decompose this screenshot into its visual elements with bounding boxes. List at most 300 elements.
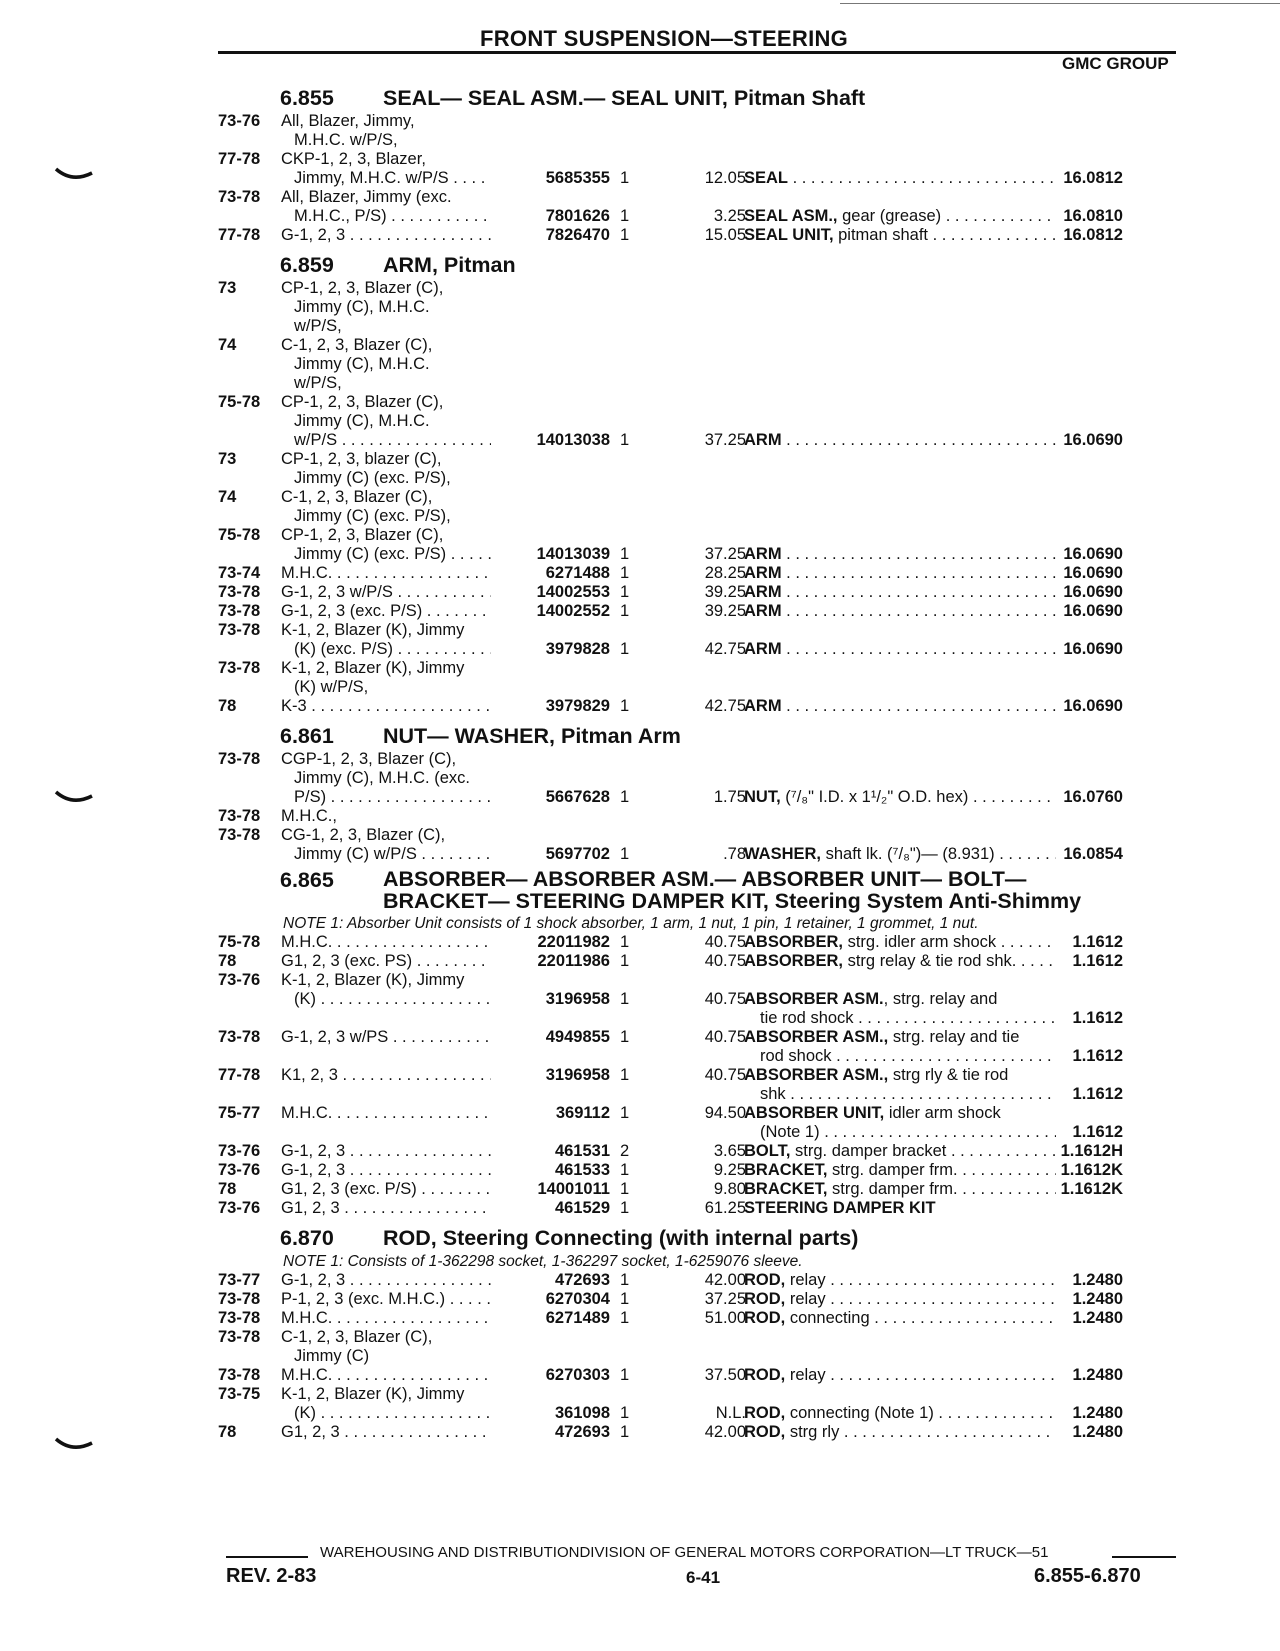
part-number: 461533 [554, 1161, 610, 1179]
application: (K) . . . [294, 1404, 491, 1423]
application: Jimmy (C) [294, 1347, 370, 1365]
part-description [744, 1199, 1056, 1218]
model-years: 73-75 [218, 1385, 261, 1403]
part-number: 6271489 [545, 1309, 610, 1327]
catalog-row [218, 469, 1178, 488]
page-title: FRONT SUSPENSION—STEERING [480, 26, 849, 51]
model-years: 78 [218, 1180, 237, 1198]
part-description: ABSORBER, strg. idler arm shock . . . [744, 933, 1056, 952]
catalog-row [218, 207, 1178, 226]
model-years: 73-78 [218, 807, 261, 825]
price: 9.80 [713, 1180, 746, 1198]
application: M.H.C., P/S) . . . [294, 207, 491, 226]
part-description [744, 564, 1056, 583]
quantity: 1 [620, 1366, 630, 1384]
group-label: GMC GROUP [1062, 54, 1169, 73]
application: Jimmy (C) (exc. P/S), [294, 469, 451, 487]
model-years: 73-78 [218, 188, 261, 206]
catalog-row [218, 431, 1178, 450]
group-code: 16.0854 [1063, 845, 1123, 863]
quantity: 1 [620, 1290, 630, 1308]
part-number: 14013039 [536, 545, 610, 563]
quantity: 1 [620, 602, 630, 620]
model-years: 73-78 [218, 1366, 261, 1384]
model-years: 78 [218, 952, 237, 970]
catalog-row [218, 971, 1178, 990]
part-name: STEERING DAMPER KIT [744, 1199, 936, 1217]
application: Jimmy (C) w/P/S . . . [294, 845, 491, 864]
model-years: 75-78 [218, 393, 261, 411]
part-number: 6271488 [545, 564, 610, 582]
part-name: ARM [744, 697, 782, 715]
application: Jimmy (C) (exc. P/S), [294, 507, 451, 525]
section-name: ABSORBER— ABSORBER ASM.— ABSORBER UNIT— BOLT— BRACKET— STEERING DAMPER KIT, Steering System Anti-Shimmy [383, 867, 1082, 913]
quantity: 1 [620, 1423, 630, 1441]
part-name: ROD, [744, 1290, 786, 1308]
price: 39.25 [704, 583, 746, 601]
application: CGP-1, 2, 3, Blazer (C), [281, 750, 457, 768]
group-code: 16.0690 [1063, 697, 1123, 715]
model-years: 73-78 [218, 826, 261, 844]
part-name: ABSORBER UNIT, [744, 1104, 885, 1122]
parts-listing [218, 78, 1178, 1442]
application: C-1, 2, 3, Blazer (C), [281, 1328, 433, 1346]
quantity: 1 [620, 1104, 630, 1122]
part-number: 6270304 [545, 1290, 610, 1308]
catalog-row [218, 131, 1178, 150]
part-description: ROD, relay . . . [744, 1366, 1056, 1385]
price: 42.00 [704, 1423, 746, 1441]
model-years: 74 [218, 488, 237, 506]
section-number: 6.859 [280, 253, 334, 277]
part-description: BRACKET, strg. damper frm. . . . [744, 1161, 1056, 1180]
part-description [744, 545, 1056, 564]
price: 51.00 [704, 1309, 746, 1327]
model-years: 73-78 [218, 659, 261, 677]
application: G1, 2, 3 . . . [281, 1423, 491, 1442]
price: 39.25 [704, 602, 746, 620]
model-years: 73-78 [218, 750, 261, 768]
catalog-row [218, 564, 1178, 583]
top-edge-rule [840, 3, 1280, 4]
price: 40.75 [704, 933, 746, 951]
catalog-row [218, 298, 1178, 317]
catalog-row [218, 1142, 1178, 1161]
price: 42.75 [704, 697, 746, 715]
application: M.H.C. . . . [281, 1366, 491, 1385]
application: Jimmy (C), M.H.C. [294, 355, 430, 373]
part-description: rod shock . . . [760, 1047, 1056, 1066]
catalog-row [218, 826, 1178, 845]
catalog-row [218, 1347, 1178, 1366]
price: 3.25 [713, 207, 746, 225]
catalog-row [218, 188, 1178, 207]
model-years: 75-77 [218, 1104, 261, 1122]
part-name: ROD, [744, 1366, 786, 1384]
part-number: 6270303 [545, 1366, 610, 1384]
model-years: 73-74 [218, 564, 261, 582]
group-code: 16.0690 [1063, 640, 1123, 658]
application: w/P/S, [294, 317, 342, 335]
application: G-1, 2, 3 w/P/S . . . [281, 583, 491, 602]
quantity: 1 [620, 583, 630, 601]
price: N.L. [715, 1404, 746, 1422]
group-code: 1.1612H [1060, 1142, 1123, 1160]
group-code: 16.0812 [1063, 226, 1123, 244]
model-years: 73 [218, 450, 237, 468]
catalog-row [218, 112, 1178, 131]
quantity: 1 [620, 226, 630, 244]
footer-rule-right [1112, 1556, 1176, 1558]
application: CP-1, 2, 3, blazer (C), [281, 450, 442, 468]
catalog-row [218, 1404, 1178, 1423]
catalog-row [218, 697, 1178, 716]
part-number: 14002552 [536, 602, 610, 620]
price: 37.50 [704, 1366, 746, 1384]
model-years: 73-76 [218, 112, 261, 130]
part-description: (Note 1) . . . [760, 1123, 1056, 1142]
quantity: 1 [620, 564, 630, 582]
group-code: 1.2480 [1072, 1309, 1123, 1327]
quantity: 1 [620, 207, 630, 225]
catalog-row [218, 1199, 1178, 1218]
part-description: ROD, strg rly . . . [744, 1423, 1056, 1442]
part-number: 14013038 [536, 431, 610, 449]
model-years: 73-78 [218, 602, 261, 620]
group-code: 1.2480 [1072, 1404, 1123, 1422]
application: G-1, 2, 3 . . . [281, 1271, 491, 1290]
catalog-row [218, 488, 1178, 507]
part-name: ABSORBER ASM. [744, 990, 884, 1008]
quantity: 1 [620, 697, 630, 715]
catalog-row [218, 545, 1178, 564]
section-note: NOTE 1: Consists of 1-362298 socket, 1-362297 socket, 1-6259076 sleeve. [283, 1253, 803, 1270]
binder-mark-icon [54, 1435, 94, 1455]
catalog-row [218, 412, 1178, 431]
application: All, Blazer, Jimmy (exc. [281, 188, 452, 206]
part-name: BOLT, [744, 1142, 791, 1160]
section-name: SEAL— SEAL ASM.— SEAL UNIT, Pitman Shaft [383, 86, 866, 110]
application: K-1, 2, Blazer (K), Jimmy [281, 1385, 465, 1403]
application: P/S) . . . [294, 788, 491, 807]
part-description [744, 697, 1056, 716]
part-name: WASHER, [744, 845, 822, 863]
part-description: ROD, connecting . . . [744, 1309, 1056, 1328]
part-description: ABSORBER UNIT, idler arm shock [744, 1104, 1001, 1122]
catalog-row [218, 393, 1178, 412]
application: G1, 2, 3 . . . [281, 1199, 491, 1218]
application: CP-1, 2, 3, Blazer (C), [281, 279, 444, 297]
application: (K) w/P/S, [294, 678, 369, 696]
part-description: ABSORBER ASM., strg. relay and [744, 990, 998, 1008]
part-name: SEAL [744, 169, 789, 187]
application: K1, 2, 3 . . . [281, 1066, 491, 1085]
group-code: 1.2480 [1072, 1423, 1123, 1441]
application: K-1, 2, Blazer (K), Jimmy [281, 971, 465, 989]
application: CKP-1, 2, 3, Blazer, [281, 150, 426, 168]
catalog-row [218, 169, 1178, 188]
group-code: 1.2480 [1072, 1271, 1123, 1289]
part-number: 22011986 [537, 952, 610, 970]
catalog-row [218, 526, 1178, 545]
part-name: ABSORBER ASM., [744, 1066, 889, 1084]
application: M.H.C. w/P/S, [294, 131, 398, 149]
group-code: 1.1612K [1060, 1161, 1123, 1179]
part-number: 472693 [554, 1423, 610, 1441]
catalog-row [218, 507, 1178, 526]
group-code: 1.2480 [1072, 1366, 1123, 1384]
part-number: 7801626 [545, 207, 610, 225]
catalog-row [218, 788, 1178, 807]
catalog-row [218, 1423, 1178, 1442]
model-years: 73-78 [218, 1309, 261, 1327]
catalog-row [218, 1009, 1178, 1028]
footer-rule-left [226, 1556, 308, 1558]
section-number: 6.870 [280, 1226, 334, 1250]
part-name: ABSORBER, [744, 933, 844, 951]
part-description: SEAL UNIT, pitman shaft . . . [744, 226, 1056, 245]
application: G-1, 2, 3 . . . [281, 1161, 491, 1180]
section-number: 6.855 [280, 86, 334, 110]
application: w/P/S . . . [294, 431, 491, 450]
group-code: 16.0812 [1063, 169, 1123, 187]
application: CG-1, 2, 3, Blazer (C), [281, 826, 446, 844]
price: 42.75 [704, 640, 746, 658]
catalog-row [218, 845, 1178, 864]
price: 40.75 [704, 990, 746, 1008]
part-name: ARM [744, 431, 782, 449]
part-description: shk . . . [760, 1085, 1056, 1104]
part-name: ROD, [744, 1423, 786, 1441]
part-number: 14001011 [537, 1180, 610, 1198]
catalog-row [218, 621, 1178, 640]
quantity: 1 [620, 845, 630, 863]
part-name: BRACKET, [744, 1180, 828, 1198]
catalog-row [218, 640, 1178, 659]
price: 37.25 [704, 431, 746, 449]
group-code: 16.0690 [1063, 431, 1123, 449]
model-years: 75-78 [218, 526, 261, 544]
group-code: 1.1612 [1072, 933, 1123, 951]
part-name: ROD, [744, 1271, 786, 1289]
catalog-row [218, 1328, 1178, 1347]
part-description: SEAL ASM., gear (grease) . . . [744, 207, 1056, 226]
part-number: 3979828 [545, 640, 610, 658]
part-description [744, 431, 1056, 450]
part-description: WASHER, shaft lk. (⁷/₈")— (8.931) . . . [744, 845, 1056, 864]
application: Jimmy, M.H.C. w/P/S . . . [294, 169, 491, 188]
page-number: 6-41 [686, 1568, 721, 1587]
catalog-row [218, 1385, 1178, 1404]
part-description: ABSORBER, strg relay & tie rod shk. . . . [744, 952, 1056, 971]
application: M.H.C. . . . [281, 564, 491, 583]
group-code: 1.1612 [1072, 952, 1123, 970]
model-years: 77-78 [218, 226, 261, 244]
part-description [744, 602, 1056, 621]
quantity: 1 [620, 1180, 630, 1198]
part-number: 5685355 [545, 169, 610, 187]
part-number: 5697702 [545, 845, 610, 863]
catalog-row [218, 1028, 1178, 1047]
quantity: 1 [620, 952, 630, 970]
catalog-row [218, 602, 1178, 621]
group-code: 16.0760 [1063, 788, 1123, 806]
part-description: ROD, relay . . . [744, 1290, 1056, 1309]
quantity: 1 [620, 1199, 630, 1217]
part-name: ARM [744, 564, 782, 582]
part-description: ABSORBER ASM., strg. relay and tie [744, 1028, 1020, 1046]
catalog-row [218, 279, 1178, 298]
catalog-row [218, 583, 1178, 602]
model-years: 73-76 [218, 971, 261, 989]
group-code: 16.0690 [1063, 545, 1123, 563]
application: P-1, 2, 3 (exc. M.H.C.) . . . [281, 1290, 491, 1309]
application: C-1, 2, 3, Blazer (C), [281, 336, 433, 354]
section-heading [218, 251, 1178, 279]
section-range: 6.855-6.870 [1034, 1565, 1141, 1587]
group-code: 1.1612K [1060, 1180, 1123, 1198]
application: (K) . . . [294, 990, 491, 1009]
part-name: BRACKET, [744, 1161, 828, 1179]
application: G-1, 2, 3 (exc. P/S) . . . [281, 602, 491, 621]
application: G-1, 2, 3 . . . [281, 1142, 491, 1161]
catalog-row [218, 355, 1178, 374]
model-years: 73 [218, 279, 237, 297]
quantity: 1 [620, 1028, 630, 1046]
group-code: 1.1612 [1072, 1009, 1123, 1027]
part-number: 3196958 [545, 1066, 610, 1084]
part-description [744, 169, 1056, 188]
quantity: 1 [620, 1161, 630, 1179]
section-number: 6.861 [280, 724, 334, 748]
application: G1, 2, 3 (exc. PS) . . . [281, 952, 491, 971]
part-description: ROD, connecting (Note 1) . . . [744, 1404, 1056, 1423]
part-number: 472693 [554, 1271, 610, 1289]
price: 61.25 [704, 1199, 746, 1217]
catalog-row [218, 990, 1178, 1009]
part-name: ARM [744, 640, 782, 658]
part-description: BRACKET, strg. damper frm. . . . [744, 1180, 1056, 1199]
part-name: ARM [744, 583, 782, 601]
price: 94.50 [704, 1104, 746, 1122]
part-name: ABSORBER, [744, 952, 844, 970]
part-number: 461529 [554, 1199, 610, 1217]
quantity: 1 [620, 640, 630, 658]
footer-publisher: WAREHOUSING AND DISTRIBUTIONDIVISION OF GENERAL MOTORS CORPORATION—LT TRUCK—51 [320, 1544, 1049, 1561]
section-heading [218, 1224, 1178, 1252]
model-years: 73-78 [218, 1028, 261, 1046]
application: M.H.C. . . . [281, 1309, 491, 1328]
model-years: 73-76 [218, 1142, 261, 1160]
group-code: 1.1612 [1072, 1085, 1123, 1103]
quantity: 1 [620, 933, 630, 951]
group-code: 16.0690 [1063, 583, 1123, 601]
model-years: 78 [218, 1423, 237, 1441]
quantity: 1 [620, 990, 630, 1008]
price: 40.75 [704, 1028, 746, 1046]
catalog-row [218, 952, 1178, 971]
catalog-row [218, 1104, 1178, 1123]
price: 40.75 [704, 1066, 746, 1084]
quantity: 1 [620, 1271, 630, 1289]
application: G-1, 2, 3 w/PS . . . [281, 1028, 491, 1047]
revision-label: REV. 2-83 [226, 1565, 317, 1587]
application: w/P/S, [294, 374, 342, 392]
price: 37.25 [704, 545, 746, 563]
catalog-row [218, 933, 1178, 952]
catalog-row [218, 1066, 1178, 1085]
model-years: 77-78 [218, 150, 261, 168]
application: C-1, 2, 3, Blazer (C), [281, 488, 433, 506]
part-number: 14002553 [536, 583, 610, 601]
catalog-row [218, 1290, 1178, 1309]
part-description: ABSORBER ASM., strg rly & tie rod [744, 1066, 1009, 1084]
catalog-row [218, 1161, 1178, 1180]
model-years: 74 [218, 336, 237, 354]
application: M.H.C., [281, 807, 337, 825]
group-code: 1.1612 [1072, 1123, 1123, 1141]
catalog-row [218, 678, 1178, 697]
part-name: SEAL UNIT, [744, 226, 834, 244]
section-name: NUT— WASHER, Pitman Arm [383, 724, 681, 748]
part-number: 461531 [554, 1142, 610, 1160]
price: 37.25 [704, 1290, 746, 1308]
catalog-row [218, 1047, 1178, 1066]
quantity: 1 [620, 169, 630, 187]
quantity: 1 [620, 431, 630, 449]
part-number: 22011982 [537, 933, 610, 951]
quantity: 1 [620, 1404, 630, 1422]
section-name: ROD, Steering Connecting (with internal parts) [383, 1226, 859, 1250]
catalog-row [218, 659, 1178, 678]
price: 9.25 [713, 1161, 746, 1179]
part-description: NUT, (⁷/₈" I.D. x 1¹/₂" O.D. hex) . . . [744, 788, 1056, 807]
part-number: 361098 [554, 1404, 610, 1422]
price: .78 [723, 845, 746, 863]
application: Jimmy (C), M.H.C. [294, 298, 430, 316]
section-note: NOTE 1: Absorber Unit consists of 1 shock absorber, 1 arm, 1 nut, 1 pin, 1 retainer, 1 grommet, 1 nut. [283, 915, 979, 932]
part-number: 369112 [555, 1104, 610, 1122]
part-name: ROD, [744, 1404, 786, 1422]
catalog-row [218, 374, 1178, 393]
catalog-row [218, 1366, 1178, 1385]
catalog-row [218, 1180, 1178, 1199]
part-number: 4949855 [545, 1028, 610, 1046]
application: K-1, 2, Blazer (K), Jimmy [281, 621, 465, 639]
part-description [744, 583, 1056, 602]
part-name: ARM [744, 602, 782, 620]
model-years: 73-76 [218, 1199, 261, 1217]
section-heading [218, 84, 1178, 112]
catalog-row [218, 750, 1178, 769]
binder-mark-icon [54, 788, 94, 808]
model-years: 73-78 [218, 1328, 261, 1346]
part-name: ARM [744, 545, 782, 563]
application: M.H.C. . . . [281, 933, 491, 952]
section-number: 6.865 [280, 868, 334, 892]
quantity: 1 [620, 1309, 630, 1327]
part-description: tie rod shock . . . [760, 1009, 1056, 1028]
part-name: ROD, [744, 1309, 786, 1327]
application: Jimmy (C), M.H.C. (exc. [294, 769, 470, 787]
application: CP-1, 2, 3, Blazer (C), [281, 393, 444, 411]
section-heading [218, 866, 1178, 914]
part-name: ABSORBER ASM., [744, 1028, 889, 1046]
model-years: 73-77 [218, 1271, 261, 1289]
price: 15.05 [704, 226, 746, 244]
group-code: 16.0690 [1063, 602, 1123, 620]
application: Jimmy (C), M.H.C. [294, 412, 430, 430]
